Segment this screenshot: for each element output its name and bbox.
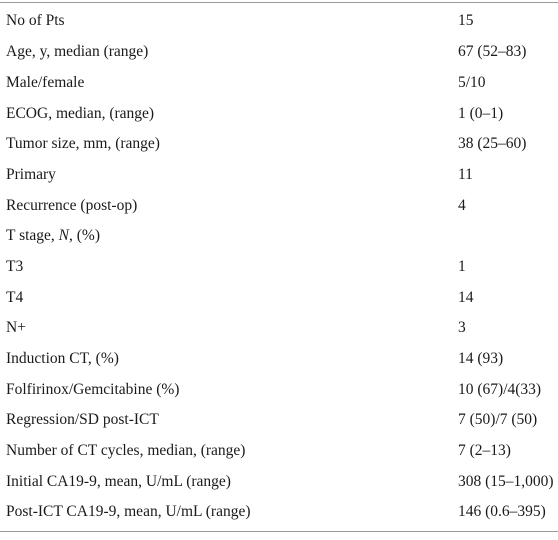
table-bottom-rule <box>0 531 558 532</box>
row-label: N+ <box>6 319 26 337</box>
row-label: Tumor size, mm, (range) <box>6 135 160 153</box>
row-label-post: , (%) <box>69 227 101 245</box>
table-row <box>0 282 558 313</box>
row-label: No of Pts <box>6 12 65 30</box>
row-label: Induction CT, (%) <box>6 350 119 367</box>
table-row <box>0 252 558 283</box>
row-value: 308 (15–1,000) <box>458 472 554 490</box>
row-value: 15 <box>458 12 474 30</box>
table-row <box>0 405 558 436</box>
table-row <box>0 313 558 344</box>
table-row <box>0 344 558 375</box>
row-value: 7 (50)/7 (50) <box>458 411 538 429</box>
row-value: 1 (0–1) <box>458 104 504 122</box>
row-label-italic: N <box>58 227 70 245</box>
row-label: Primary <box>6 165 56 183</box>
row-value <box>458 221 558 252</box>
table-row <box>0 497 558 528</box>
table-row <box>0 190 558 221</box>
row-label-pre: T stage, <box>6 227 59 245</box>
row-value: 5/10 <box>458 73 486 91</box>
table-row <box>0 37 558 68</box>
row-label: Age, y, median (range) <box>6 43 149 61</box>
row-label: Regression/SD post-ICT <box>6 411 159 429</box>
row-value: 14 (93) <box>458 350 504 367</box>
row-label: Folfirinox/Gemcitabine (%) <box>6 380 180 398</box>
row-value: 14 <box>458 288 474 306</box>
table-row <box>0 374 558 405</box>
table-row <box>0 436 558 467</box>
row-label: ECOG, median, (range) <box>6 104 155 122</box>
row-value: 1 <box>458 257 466 275</box>
row-label-t-stage <box>0 221 458 252</box>
row-label: Recurrence (post-op) <box>6 196 138 214</box>
row-value: 7 (2–13) <box>458 442 511 460</box>
table-row <box>0 67 558 98</box>
table-row <box>0 159 558 190</box>
table-row <box>0 129 558 160</box>
table-top-rule <box>0 2 558 3</box>
row-value: 10 (67)/4(33) <box>458 380 542 398</box>
row-value: 146 (0.6–395) <box>458 503 546 521</box>
table-row <box>0 466 558 497</box>
characteristics-table <box>0 6 558 528</box>
row-label: T4 <box>6 288 24 306</box>
row-label: Male/female <box>6 73 85 91</box>
row-value: 67 (52–83) <box>458 43 527 61</box>
row-label: Initial CA19-9, mean, U/mL (range) <box>6 472 231 490</box>
table-row <box>0 221 558 252</box>
row-value: 4 <box>458 196 466 214</box>
row-label: T3 <box>6 257 24 275</box>
table-row <box>0 98 558 129</box>
row-value: 11 <box>458 165 473 183</box>
row-label: Post-ICT CA19-9, mean, U/mL (range) <box>6 503 251 521</box>
table-row <box>0 6 558 37</box>
row-value: 38 (25–60) <box>458 135 527 153</box>
row-value: 3 <box>458 319 466 337</box>
row-label: Number of CT cycles, median, (range) <box>6 442 246 460</box>
